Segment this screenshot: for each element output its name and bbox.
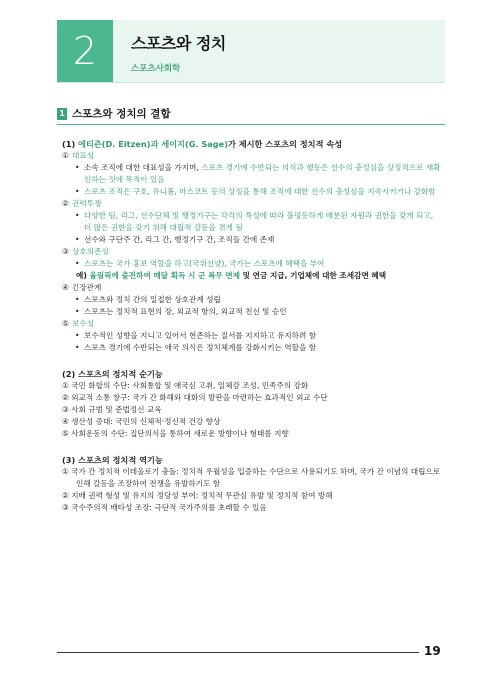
section-heading <box>57 106 445 125</box>
bullet: • 스포츠 경기에 수반되는 애국 의식은 정치체계를 강화시키는 역할을 함 <box>62 342 442 354</box>
chapter-number: 2 <box>57 20 113 82</box>
function-item: ④ 생산성 증대: 국민의 신체적·정신적 건강 향상 <box>62 417 221 426</box>
chapter-title-block <box>113 20 445 82</box>
bullet: • 스포츠는 정치적 표현의 장, 외교적 항의, 외교적 친선 및 승인 <box>62 306 442 318</box>
example-line: 예) 올림픽에 출전하여 메달 획득 시 군 복무 면제 및 연금 지급, 기업체에 대한 조세감면 혜택 <box>76 271 387 280</box>
bullet: • 스포츠는 국가 홍보 역할을 하고(국위선양), 국가는 스포츠에 혜택을 부여 <box>62 258 442 270</box>
bullet: • 다양한 팀, 리그, 선수단체 및 행정기구는 각각의 특성에 따라 불평등하게 배분된 자원과 권한을 갖게 되고, 더 많은 권한을 갖기 위해 대립적 갈등을 겪게 됨 <box>62 210 442 234</box>
attribute-item: ② 권력투쟁 <box>62 199 102 208</box>
part2-heading: (2) 스포츠의 정치적 순기능 <box>62 369 163 379</box>
attribute-item: ③ 상호의존성 <box>62 247 109 256</box>
bullet: • 스포츠와 정치 간의 밀접한 상호관계 성립 <box>62 294 442 306</box>
dysfunction-item: ③ 국수주의적 배타성 조장: 극단적 국가주의를 초래할 수 있음 <box>62 503 267 512</box>
function-item: ① 국민 화합의 수단: 사회통합 및 애국심 고취, 일체감 조성, 민족주의 강화 <box>62 381 309 390</box>
section-title: 스포츠와 정치의 결합 <box>72 108 171 120</box>
bullet: • 스포츠 조직은 구호, 유니폼, 마스코트 등의 상징을 통해 조직에 대한 선수의 충성심을 지속시키거나 강화함 <box>62 186 442 198</box>
bullet: • 보수적인 성향을 지니고 있어서 현존하는 질서를 지지하고 유지하려 함 <box>62 330 442 342</box>
footer-rule <box>57 652 419 653</box>
function-item: ③ 사회 규범 및 준법정신 교육 <box>62 405 162 414</box>
chapter-header <box>57 20 445 83</box>
chapter-subtitle: 스포츠사회학 <box>131 64 181 74</box>
page-content <box>62 134 442 514</box>
chapter-title: 스포츠와 정치 <box>131 34 226 53</box>
dysfunction-item: ② 지배 권력 형성 및 유지의 정당성 부여: 정치적 무관심 유발 및 정치적 참여 방해 <box>62 491 333 500</box>
function-item: ② 외교적 소통 창구: 국가 간 화해와 대화의 발판을 마련하는 효과적인 외교 수단 <box>62 393 328 402</box>
section-badge: 1 <box>57 108 67 120</box>
page-number: 19 <box>424 644 441 658</box>
dysfunction-item: ① 국가 간 정치적 이데올로기 충돌: 정치적 우월성을 입증하는 수단으로 사용되기도 하며, 국가 간 이념의 대립으로 인해 갈등을 조장하여 전쟁을 유발하기도 함 <box>62 467 441 488</box>
bullet: • 선수와 구단주 간, 리그 간, 행정기구 간, 조직들 간에 존재 <box>62 234 442 246</box>
attribute-item: ④ 긴장관계 <box>62 283 102 292</box>
part3-heading: (3) 스포츠의 정치적 역기능 <box>62 455 163 465</box>
part1-heading: (1) 에티즌(D. Eitzen)과 세이지(G. Sage)가 제시한 스포츠의 정치적 속성 <box>62 139 343 149</box>
attribute-item: ⑤ 보수성 <box>62 319 95 328</box>
bullet: • 소속 조직에 대한 대표성을 가지며, 스포츠 경기에 수반되는 의식과 행동은 선수의 충성심을 상징적으로 재확인하는 것에 목적이 있음 <box>62 162 442 186</box>
attribute-item: ① 대표성 <box>62 151 95 160</box>
function-item: ⑤ 사회운동의 수단: 집단의식을 통하여 새로운 방향이나 형태를 지향 <box>62 429 289 438</box>
